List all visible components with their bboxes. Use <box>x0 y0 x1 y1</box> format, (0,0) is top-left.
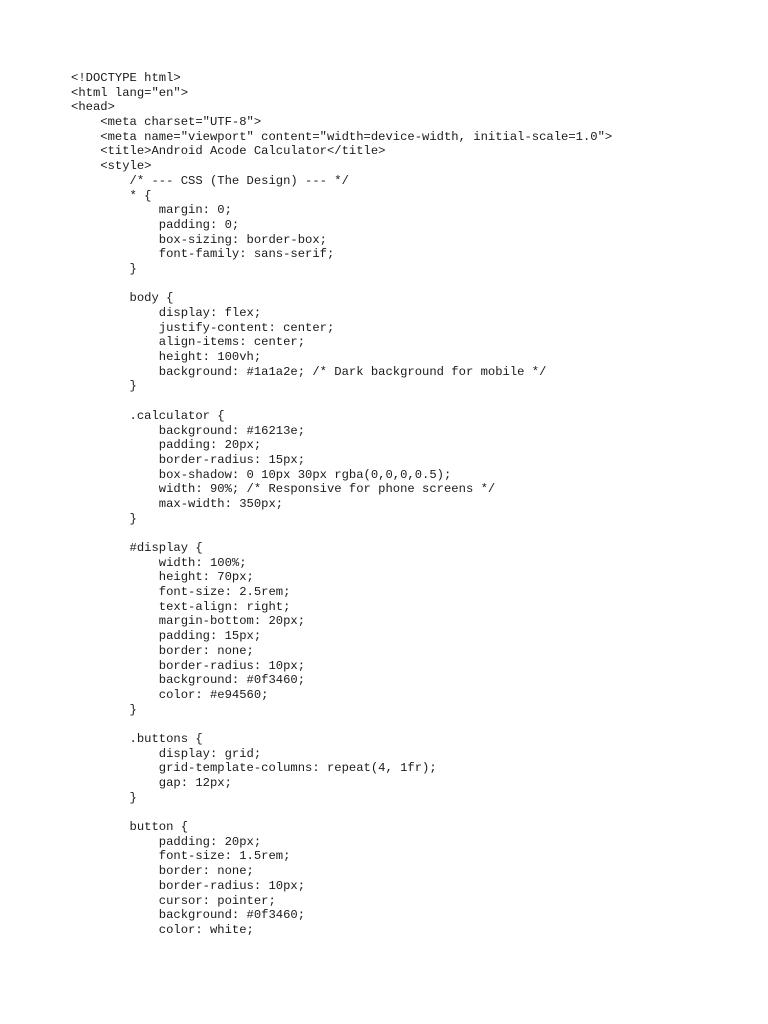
code-line: border-radius: 15px; <box>71 452 306 467</box>
code-line: max-width: 350px; <box>71 496 284 511</box>
code-line: padding: 0; <box>71 217 240 232</box>
code-line: background: #16213e; <box>71 423 306 438</box>
code-line: grid-template-columns: repeat(4, 1fr); <box>71 761 437 776</box>
code-line: margin-bottom: 20px; <box>71 614 306 629</box>
code-line <box>71 394 612 409</box>
code-line: margin: 0; <box>71 203 232 218</box>
code-line: display: flex; <box>71 306 262 320</box>
code-line: cursor: pointer; <box>71 893 276 908</box>
code-line: padding: 20px; <box>71 438 262 453</box>
code-line: button { <box>71 820 189 835</box>
code-line: background: #0f3460; <box>71 673 306 688</box>
code-line: gap: 12px; <box>71 776 232 790</box>
code-line: width: 100%; <box>71 555 247 570</box>
code-line: border: none; <box>71 864 254 879</box>
code-line: text-align: right; <box>71 599 291 614</box>
code-line: <head> <box>71 100 115 115</box>
code-line: display: grid; <box>71 746 262 761</box>
code-line: padding: 15px; <box>71 629 262 644</box>
code-listing <box>71 71 612 938</box>
code-line: /* --- CSS (The Design) --- */ <box>71 173 349 188</box>
code-line: } <box>71 261 137 276</box>
code-line: <meta charset="UTF-8"> <box>71 115 262 130</box>
code-line: height: 100vh; <box>71 350 262 365</box>
code-line: background: #0f3460; <box>71 908 306 923</box>
code-line <box>71 526 612 541</box>
code-line: <!DOCTYPE html> <box>71 71 181 85</box>
code-line: <style> <box>71 159 152 174</box>
code-line: box-sizing: border-box; <box>71 232 327 247</box>
code-line: border-radius: 10px; <box>71 878 306 893</box>
code-line: <meta name="viewport" content="width=device-width, initial-scale=1.0"> <box>71 129 613 144</box>
code-line: font-size: 1.5rem; <box>71 849 291 864</box>
code-line: width: 90%; /* Responsive for phone screens */ <box>71 482 496 497</box>
code-line: <title>Android Acode Calculator</title> <box>71 144 386 159</box>
code-line: border-radius: 10px; <box>71 658 306 673</box>
code-line: align-items: center; <box>71 335 306 350</box>
code-line: color: #e94560; <box>71 687 269 702</box>
code-line: box-shadow: 0 10px 30px rgba(0,0,0,0.5); <box>71 467 452 482</box>
code-line: font-size: 2.5rem; <box>71 585 291 600</box>
code-line: border: none; <box>71 643 254 658</box>
code-line <box>71 805 612 820</box>
code-line: * { <box>71 188 152 203</box>
code-line: body { <box>71 291 174 306</box>
code-line: } <box>71 702 137 717</box>
code-line: font-family: sans-serif; <box>71 247 335 262</box>
code-line: .buttons { <box>71 731 203 746</box>
code-line: padding: 20px; <box>71 834 262 849</box>
code-line <box>71 277 612 292</box>
code-line: } <box>71 511 137 526</box>
code-line: background: #1a1a2e; /* Dark background for mobile */ <box>71 364 547 379</box>
code-line: justify-content: center; <box>71 320 335 335</box>
code-line <box>71 717 612 732</box>
code-line: #display { <box>71 541 203 555</box>
code-line: height: 70px; <box>71 570 254 585</box>
code-line: color: white; <box>71 922 254 937</box>
code-line: .calculator { <box>71 408 225 423</box>
code-line: <html lang="en"> <box>71 85 189 100</box>
code-line: } <box>71 379 137 394</box>
code-line: } <box>71 790 137 805</box>
